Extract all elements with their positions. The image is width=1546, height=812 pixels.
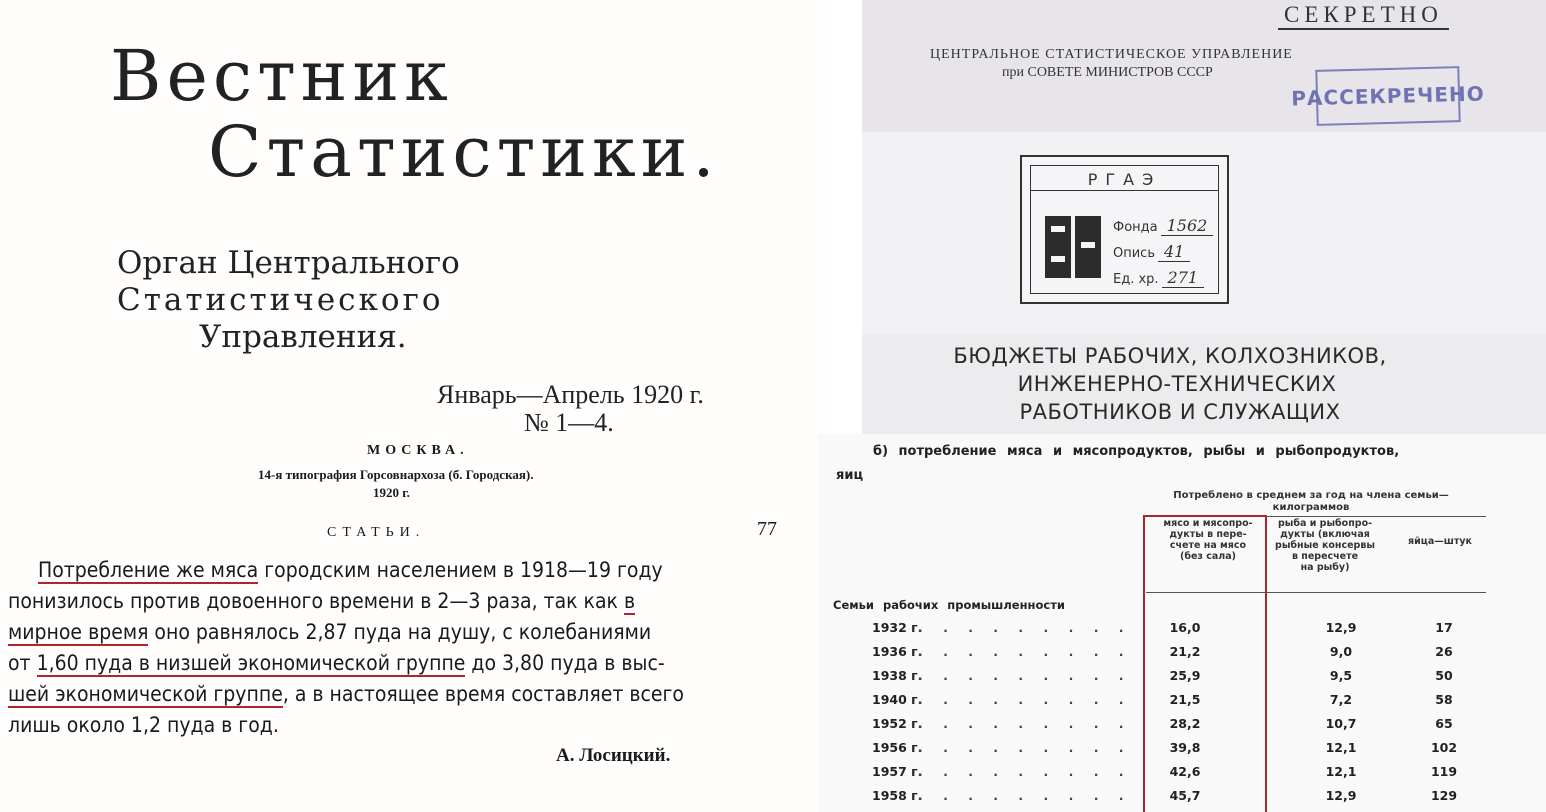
archive-unit-field [1113,268,1204,287]
budget-title-line-3: РАБОТНИКОВ И СЛУЖАЩИХ [1019,400,1341,424]
article-paragraph [8,555,684,741]
paragraph-text: от [8,651,37,675]
column-header-fish: рыба и рыбопро- дукты (включая рыбные консервы в пересчете на рыбу) [1275,518,1375,573]
row-year: 1956 г. [872,740,923,755]
row-leader-dots: . . . . . . . . . [918,620,1132,635]
row-fish-value: 9,0 [1329,644,1353,659]
row-fish-value: 12,1 [1325,740,1357,755]
paragraph-line-1 [8,555,684,586]
paragraph-line-4 [8,648,684,679]
table-caption-line-2: яиц [836,468,864,483]
row-meat-value: 21,2 [1169,644,1201,659]
column-header-meat: мясо и мясопро- дукты в пере- счете на мясо (без сала) [1163,518,1253,562]
unit-value: 271 [1162,268,1205,288]
row-eggs-value: 50 [1435,668,1453,683]
row-fish-value: 7,2 [1329,692,1353,707]
declassified-stamp: РАССЕКРЕЧЕНО [1315,66,1460,126]
row-year: 1932 г. [872,620,923,635]
row-meat-value: 42,6 [1169,764,1201,779]
row-year: 1957 г. [872,764,923,779]
row-leader-dots: . . . . . . . . . [918,692,1132,707]
highlight-peacetime: мирное время [8,620,149,644]
span-header-line-1: Потреблено в среднем за год на члена семьи— [1173,490,1449,501]
paragraph-text: городским населением в 1918—19 году [258,558,663,582]
printer-line: 14-я типография Горсовнархоза (б. Городская). [258,467,534,482]
row-year: 1940 г. [872,692,923,707]
table-caption-line-1: б) потребление мяса и мясопродуктов, рыбы и рыбопродуктов, [873,444,1400,459]
paragraph-text: оно равнялось 2,87 пуда на душу, с колебаниями [148,620,652,644]
org-name-line-2: при СОВЕТЕ МИНИСТРОВ СССР [1002,65,1213,80]
paragraph-line-6: лишь около 1,2 пуда в год. [8,713,279,737]
row-year: 1952 г. [872,716,923,731]
paragraph-line-3 [8,617,684,648]
highlight-highest-group: шей экономической группе [8,682,283,706]
budget-title [862,342,1546,426]
row-fish-value: 12,1 [1325,764,1357,779]
opis-value: 41 [1158,242,1190,262]
row-eggs-value: 129 [1430,788,1458,803]
row-year: 1938 г. [872,668,923,683]
row-eggs-value: 102 [1430,740,1458,755]
row-leader-dots: . . . . . . . . . [918,716,1132,731]
row-fish-value: 9,5 [1329,668,1353,683]
row-leader-dots: . . . . . . . . . [918,644,1132,659]
highlight-lowest-group: 1,60 пуда в низшей экономической группе [36,651,466,675]
archive-name: РГАЭ [1087,170,1162,189]
budget-title-line-2: ИНЖЕНЕРНО-ТЕХНИЧЕСКИХ [1017,372,1337,396]
issue-date: Январь—Апрель 1920 г. [437,380,704,409]
row-meat-value: 21,5 [1169,692,1201,707]
publication-city: МОСКВА. [367,443,469,458]
section-heading: СТАТЬИ. [327,525,426,540]
span-header-line-2: килограммов [1272,502,1350,513]
page-number: 77 [757,518,777,540]
paragraph-text: , а в настоящее время составляет всего [282,682,684,706]
budget-title-line-1: БЮДЖЕТЫ РАБОЧИХ, КОЛХОЗНИКОВ, [953,344,1387,368]
organ-line-3: Управления. [199,319,407,355]
organ-subtitle [117,245,460,356]
secret-stamp: СЕКРЕТНО [1278,2,1449,30]
row-meat-value: 16,0 [1169,620,1201,635]
archive-stamp [1020,155,1229,304]
row-fish-value: 12,9 [1325,788,1357,803]
masthead-title [110,35,720,193]
article-author: А. Лосицкий. [556,745,671,766]
table-span-header [1150,490,1472,514]
group-label: Семьи рабочих промышленности [833,598,1065,612]
fond-label: Фонда [1113,220,1158,235]
row-fish-value: 12,9 [1325,620,1357,635]
paragraph-text: до 3,80 пуда в выс- [465,651,665,675]
row-eggs-value: 26 [1435,644,1453,659]
row-year: 1958 г. [872,788,923,803]
paragraph-text: понизилось против довоенного времени в 2—3 раза, так как [8,589,624,613]
row-eggs-value: 65 [1435,716,1453,731]
row-meat-value: 45,7 [1169,788,1201,803]
archive-stamp-frame [1030,165,1219,294]
row-eggs-value: 119 [1430,764,1458,779]
organ-line-2: Статистического [117,282,444,318]
print-year: 1920 г. [373,485,410,500]
masthead-line-2: Статистики. [208,111,720,193]
unit-label: Ед. хр. [1113,272,1159,287]
paragraph-line-5 [8,679,684,710]
highlight-meat-consumption: Потребление же мяса [38,558,259,582]
row-leader-dots: . . . . . . . . . [918,668,1132,683]
archive-emblem-icon [1043,212,1105,282]
opis-label: Опись [1113,246,1155,261]
row-fish-value: 10,7 [1325,716,1357,731]
meat-column-highlight [1143,515,1267,812]
fond-value: 1562 [1161,216,1214,236]
row-meat-value: 25,9 [1169,668,1201,683]
issue-number: № 1—4. [524,408,614,437]
archive-fond-field [1113,216,1213,235]
row-eggs-value: 17 [1435,620,1453,635]
row-meat-value: 39,8 [1169,740,1201,755]
row-leader-dots: . . . . . . . . . [918,764,1132,779]
row-eggs-value: 58 [1435,692,1453,707]
column-header-eggs: яйца—штук [1408,536,1472,547]
row-leader-dots: . . . . . . . . . [918,740,1132,755]
archive-opis-field [1113,242,1190,261]
archive-divider [1031,190,1218,191]
highlight-peacetime-start: в [623,589,636,613]
row-year: 1936 г. [872,644,923,659]
masthead-line-1: Вестник [110,35,453,117]
organ-line-1: Орган Центрального [117,245,460,281]
org-name-line-1: ЦЕНТРАЛЬНОЕ СТАТИСТИЧЕСКОЕ УПРАВЛЕНИЕ [930,47,1293,62]
paragraph-line-2 [8,586,684,617]
row-meat-value: 28,2 [1169,716,1201,731]
row-leader-dots: . . . . . . . . . [918,788,1132,803]
